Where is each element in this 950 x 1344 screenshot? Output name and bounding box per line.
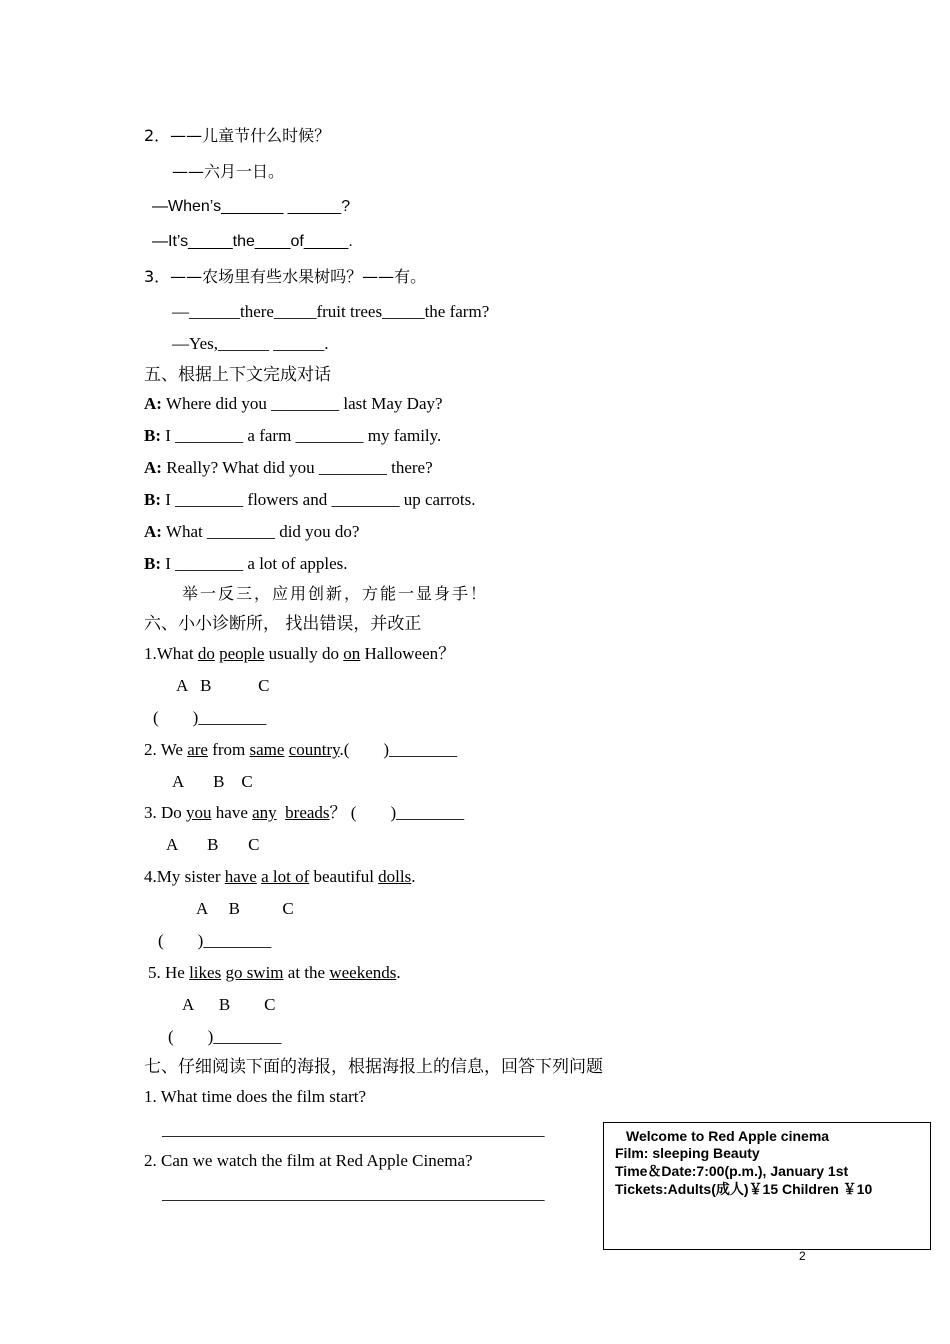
answer-line-2[interactable]: _____________________________________________ [162, 1184, 545, 1203]
dialog-line: B: I ________ a lot of apples. [144, 554, 348, 573]
page-number: 2 [799, 1249, 806, 1263]
q3-english-question: —______there_____fruit trees_____the farm? [172, 302, 490, 321]
poster-title: Welcome to Red Apple cinema [626, 1128, 830, 1144]
dialog-line: B: I ________ flowers and ________ up carrots. [144, 490, 476, 509]
poster-film: Film: sleeping Beauty [615, 1145, 760, 1161]
poster-time: Time＆Date:7:00(p.m.), January 1st [615, 1163, 849, 1179]
cinema-poster [603, 1122, 931, 1250]
poster-tickets: Tickets:Adults(成人)￥15 Children ￥10 [615, 1181, 873, 1197]
q2-chinese-answer: ——六月一日。 [172, 162, 285, 181]
dialog-line: A: What ________ did you do? [144, 522, 360, 541]
option-letters: A B C [166, 835, 260, 854]
q2-english-answer: —It’s_____the____of_____. [152, 233, 353, 250]
reading-question-1: 1. What time does the film start? [144, 1087, 367, 1106]
error-question-1: 1.What do people usually do on Halloween？ [144, 644, 456, 663]
answer-blank[interactable]: ( )________ [153, 708, 267, 727]
section7-heading: 七、仔细阅读下面的海报，根据海报上的信息，回答下列问题 [144, 1057, 603, 1077]
option-letters: A B C [182, 995, 276, 1014]
reading-question-2: 2. Can we watch the film at Red Apple Cinema? [144, 1151, 473, 1170]
dialog-line: A: Where did you ________ last May Day? [144, 394, 443, 413]
option-letters: A B C [176, 676, 270, 695]
option-letters: A B C [172, 772, 253, 791]
q3-english-answer: —Yes,______ ______. [172, 334, 329, 353]
dialog-line: A: Really? What did you ________ there? [144, 458, 433, 477]
answer-blank[interactable]: ( )________ [168, 1027, 282, 1046]
q2-english-question: —When’s_______ ______? [152, 198, 351, 215]
answer-line-1[interactable]: _____________________________________________ [162, 1120, 545, 1139]
error-question-3: 3. Do you have any breads？ ( )________ [144, 803, 465, 822]
motto: 举一反三，应用创新，方能一显身手！ [182, 584, 489, 603]
section5-heading: 五、根据上下文完成对话 [144, 365, 331, 385]
section6-heading: 六、小小诊断所， 找出错误，并改正 [144, 614, 422, 634]
error-question-5: 5. He likes go swim at the weekends. [148, 963, 401, 982]
error-question-2: 2. We are from same country.( )________ [144, 740, 458, 759]
answer-blank[interactable]: ( )________ [158, 931, 272, 950]
q2-chinese-question: 2．——儿童节什么时候？ [144, 126, 331, 145]
error-question-4: 4.My sister have a lot of beautiful dolls. [144, 867, 416, 886]
q3-chinese-question: 3．——农场里有些水果树吗？——有。 [144, 267, 427, 286]
option-letters: A B C [196, 899, 294, 918]
dialog-line: B: I ________ a farm ________ my family. [144, 426, 442, 445]
